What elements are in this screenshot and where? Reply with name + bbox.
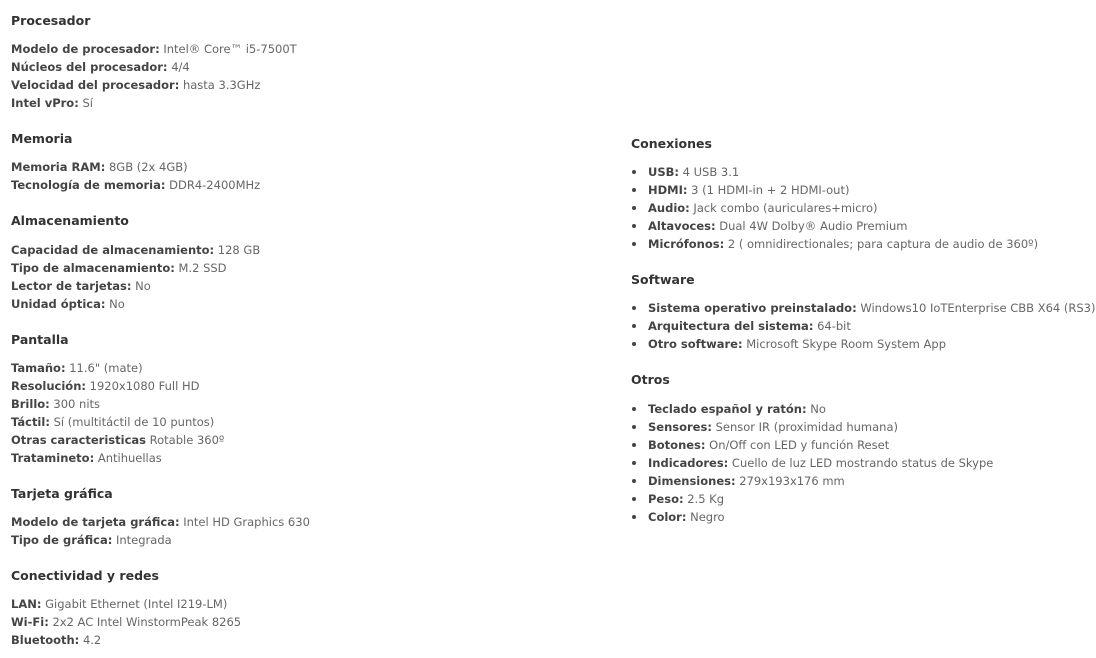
spec-row-indicadores	[631, 454, 993, 472]
spec-row-dimensiones	[631, 472, 993, 490]
spec-label: Sensores:	[648, 420, 712, 434]
bullet-icon	[632, 324, 636, 328]
spec-label: Micrófonos:	[648, 237, 725, 251]
spec-row-lan	[11, 595, 241, 613]
spec-list	[11, 513, 310, 549]
spec-row-botones	[631, 436, 993, 454]
spec-value: M.2 SSD	[178, 261, 227, 275]
spec-value: 64-bit	[817, 319, 851, 333]
section-title: Software	[631, 272, 695, 287]
spec-value: 2x2 AC Intel WinstormPeak 8265	[52, 615, 242, 629]
spec-label: Sistema operativo preinstalado:	[648, 301, 857, 315]
bullet-icon	[632, 515, 636, 519]
spec-label: Otro software:	[648, 337, 743, 351]
spec-value: hasta 3.3GHz	[182, 78, 261, 92]
spec-label: Tipo de almacenamiento:	[11, 261, 175, 275]
bullet-icon	[632, 306, 636, 310]
spec-value: On/Off con LED y función Reset	[709, 438, 890, 452]
spec-value: Microsoft Skype Room System App	[746, 337, 947, 351]
spec-value: 2 ( omnidirectionales; para captura de audio de 360º)	[727, 237, 1039, 251]
spec-label: Wi-Fi:	[11, 615, 49, 629]
spec-row-velocidad	[11, 76, 297, 94]
spec-label: Resolución:	[11, 379, 86, 393]
spec-label: Dimensiones:	[648, 474, 736, 488]
section-title: Procesador	[11, 13, 91, 28]
spec-row-otro-software	[631, 335, 1095, 353]
spec-value: Sí	[82, 96, 93, 110]
spec-label: Velocidad del procesador:	[11, 78, 180, 92]
spec-value: Negro	[690, 510, 725, 524]
spec-label: Modelo de procesador:	[11, 42, 160, 56]
section-title: Tarjeta gráfica	[11, 486, 113, 501]
spec-label: Altavoces:	[648, 219, 716, 233]
spec-value: No	[810, 402, 826, 416]
spec-row-brillo	[11, 395, 224, 413]
spec-label: Táctil:	[11, 415, 50, 429]
section-title: Conectividad y redes	[11, 568, 159, 583]
spec-value: Antihuellas	[97, 451, 162, 465]
bullet-icon	[632, 479, 636, 483]
spec-row-wifi	[11, 613, 241, 631]
spec-list	[11, 241, 260, 313]
bullet-icon	[632, 188, 636, 192]
spec-label: Lector de tarjetas:	[11, 279, 132, 293]
spec-list	[631, 299, 1095, 353]
spec-label: Teclado español y ratón:	[648, 402, 807, 416]
spec-row-peso	[631, 490, 993, 508]
spec-value: 4.2	[82, 633, 102, 647]
spec-value: Jack combo (auriculares+micro)	[693, 201, 878, 215]
spec-label: Botones:	[648, 438, 706, 452]
spec-label: Brillo:	[11, 397, 50, 411]
spec-value: 3 (1 HDMI-in + 2 HDMI-out)	[691, 183, 850, 197]
section-title: Otros	[631, 372, 670, 387]
spec-label: Tecnología de memoria:	[11, 178, 166, 192]
spec-row-lector-tarjetas	[11, 277, 260, 295]
spec-list	[11, 158, 260, 194]
spec-label: Color:	[648, 510, 687, 524]
spec-list	[11, 359, 224, 467]
spec-value: Sensor IR (proximidad humana)	[715, 420, 898, 434]
spec-label: Audio:	[648, 201, 690, 215]
spec-value: Rotable 360º	[149, 433, 225, 447]
bullet-icon	[632, 461, 636, 465]
spec-label: Núcleos del procesador:	[11, 60, 168, 74]
spec-label: Arquitectura del sistema:	[648, 319, 814, 333]
spec-label: Indicadores:	[648, 456, 729, 470]
spec-row-arquitectura	[631, 317, 1095, 335]
spec-label: Peso:	[648, 492, 684, 506]
bullet-icon	[632, 407, 636, 411]
bullet-icon	[632, 425, 636, 429]
spec-value: Dual 4W Dolby® Audio Premium	[719, 219, 908, 233]
spec-value: 300 nits	[53, 397, 101, 411]
spec-row-tratamiento	[11, 449, 224, 467]
spec-row-hdmi	[631, 181, 1038, 199]
spec-label: Otras caracteristicas	[11, 433, 146, 447]
spec-label: Bluetooth:	[11, 633, 80, 647]
section-title: Almacenamiento	[11, 213, 129, 228]
bullet-icon	[632, 242, 636, 246]
spec-label: USB:	[648, 165, 679, 179]
spec-row-usb	[631, 163, 1038, 181]
bullet-icon	[632, 443, 636, 447]
bullet-icon	[632, 342, 636, 346]
spec-value: 128 GB	[217, 243, 261, 257]
spec-row-capacidad	[11, 241, 260, 259]
spec-value: Sí (multitáctil de 10 puntos)	[53, 415, 215, 429]
section-title: Conexiones	[631, 136, 712, 151]
spec-row-sensores	[631, 418, 993, 436]
spec-row-modelo-procesador	[11, 40, 297, 58]
bullet-icon	[632, 170, 636, 174]
spec-value: 2.5 Kg	[687, 492, 725, 506]
spec-row-tecnologia-memoria	[11, 176, 260, 194]
spec-value: Intel HD Graphics 630	[183, 515, 310, 529]
spec-label: Tamaño:	[11, 361, 66, 375]
bullet-icon	[632, 224, 636, 228]
spec-value: No	[135, 279, 151, 293]
spec-row-bluetooth	[11, 631, 241, 649]
spec-label: Unidad óptica:	[11, 297, 106, 311]
spec-value: 11.6" (mate)	[69, 361, 143, 375]
spec-value: Cuello de luz LED mostrando status de Skype	[731, 456, 994, 470]
spec-value: 4 USB 3.1	[682, 165, 740, 179]
spec-value: Intel® Core™ i5-7500T	[163, 42, 297, 56]
bullet-icon	[632, 497, 636, 501]
spec-value: No	[109, 297, 125, 311]
spec-row-color	[631, 508, 993, 526]
spec-row-unidad-optica	[11, 295, 260, 313]
spec-value: DDR4-2400MHz	[169, 178, 261, 192]
spec-label: Capacidad de almacenamiento:	[11, 243, 215, 257]
spec-value: Gigabit Ethernet (Intel I219-LM)	[45, 597, 228, 611]
spec-value: 279x193x176 mm	[739, 474, 845, 488]
spec-row-modelo-grafica	[11, 513, 310, 531]
spec-value: 8GB (2x 4GB)	[108, 160, 188, 174]
spec-row-tipo-grafica	[11, 531, 310, 549]
bullet-icon	[632, 206, 636, 210]
spec-value: 1920x1080 Full HD	[89, 379, 200, 393]
spec-label: LAN:	[11, 597, 42, 611]
section-title: Memoria	[11, 131, 73, 146]
spec-list	[11, 40, 297, 112]
spec-label: HDMI:	[648, 183, 688, 197]
spec-row-teclado	[631, 400, 993, 418]
spec-value: Windows10 IoTEnterprise CBB X64 (RS3)	[860, 301, 1096, 315]
spec-row-sistema-operativo	[631, 299, 1095, 317]
spec-row-nucleos	[11, 58, 297, 76]
spec-row-otras-caracteristicas	[11, 431, 224, 449]
spec-row-resolucion	[11, 377, 224, 395]
spec-label: Tratamineto:	[11, 451, 95, 465]
spec-row-altavoces	[631, 217, 1038, 235]
spec-row-audio	[631, 199, 1038, 217]
spec-value: 4/4	[171, 60, 190, 74]
spec-row-vpro	[11, 94, 297, 112]
spec-list	[631, 163, 1038, 253]
spec-row-microfonos	[631, 235, 1038, 253]
spec-list	[11, 595, 241, 649]
spec-value: Integrada	[115, 533, 172, 547]
spec-row-tipo-almacenamiento	[11, 259, 260, 277]
spec-label: Intel vPro:	[11, 96, 79, 110]
section-title: Pantalla	[11, 332, 69, 347]
spec-list	[631, 400, 993, 526]
spec-row-tactil	[11, 413, 224, 431]
spec-label: Tipo de gráfica:	[11, 533, 113, 547]
spec-row-tamano	[11, 359, 224, 377]
spec-label: Memoria RAM:	[11, 160, 106, 174]
spec-row-memoria-ram	[11, 158, 260, 176]
spec-label: Modelo de tarjeta gráfica:	[11, 515, 180, 529]
